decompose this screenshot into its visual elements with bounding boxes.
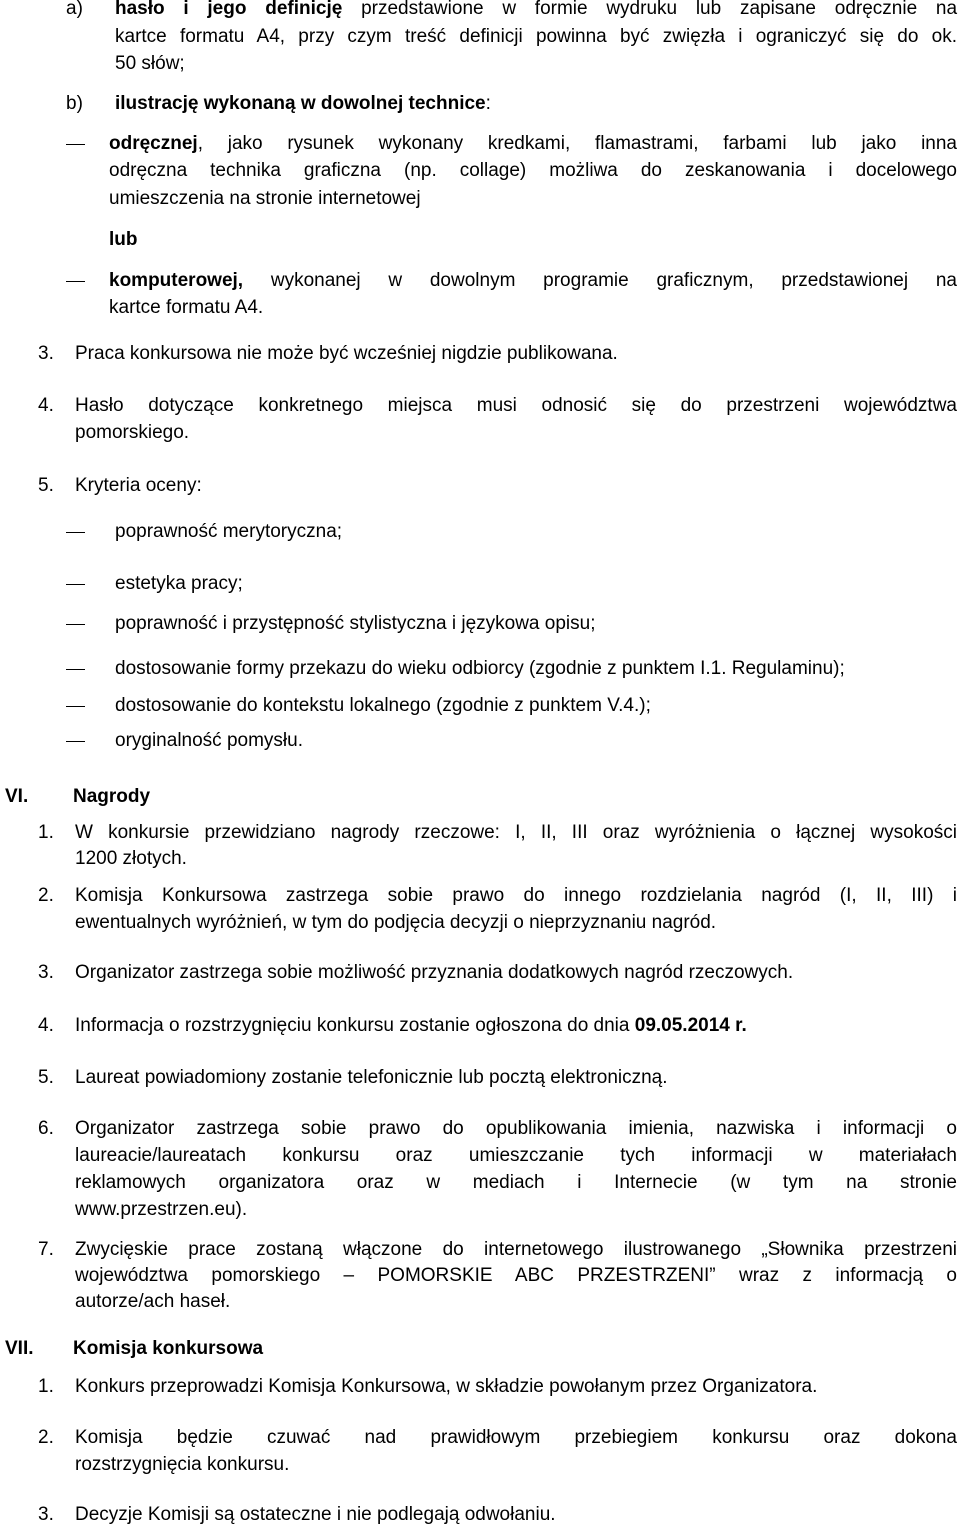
prize-item-5-text: Laureat powiadomiony zostanie telefonicznie lub pocztą elektroniczną. [75,1067,668,1088]
list-marker-b: b) [66,93,83,114]
sub-item-odrecznej-line-2: odręczna technika graficzna (np. collage) możliwa do zeskanowania i docelowego [109,160,957,181]
rule-4-line-2: pomorskiego. [75,422,190,443]
prize-item-6-line-2: laureacie/laureatach konkursu oraz umieszczanie tych informacji w materiałach [75,1145,957,1166]
item-number: 4. [38,1015,54,1036]
criterion-item: dostosowanie do kontekstu lokalnego (zgodnie z punktem V.4.); [115,695,651,716]
prize-item-6-line-3: reklamowych organizatora oraz w mediach i Internecie (w tym na stronie [75,1172,957,1193]
dash-bullet [66,584,85,585]
dash-bullet [66,281,85,282]
lub-connector: lub [109,229,138,250]
list-marker-a: a) [66,0,83,19]
dash-bullet [66,741,85,742]
prize-item-7-line-3: autorze/ach haseł. [75,1291,231,1312]
item-number: 1. [38,822,54,843]
sub-item-komputerowej-bold: komputerowej, [109,270,244,291]
announcement-date: 09.05.2014 r. [634,1015,747,1036]
section-numeral: VI. [5,786,29,807]
prize-item-7-line-2: województwa pomorskiego – POMORSKIE ABC PRZESTRZENI” wraz z informacją o [75,1265,957,1286]
item-a-line-2: kartce formatu A4, przy czym treść definicji powinna być zwięzła i ograniczyć się do ok. [115,26,957,47]
prize-item-3-text: Organizator zastrzega sobie możliwość przyznania dodatkowych nagród rzeczowych. [75,962,794,983]
item-a-bold-term: hasło i jego definicję [115,0,343,19]
item-number: 1. [38,1376,54,1397]
prize-item-4-text-main: Informacja o rozstrzygnięciu konkursu zostanie ogłoszona do dnia [75,1015,630,1036]
section-title: Nagrody [73,786,151,807]
item-number: 2. [38,885,54,906]
prize-item-1-line-2: 1200 złotych. [75,848,187,869]
rule-4-line-1: Hasło dotyczące konkretnego miejsca musi odnosić się do przestrzeni województwa [75,395,957,416]
dash-bullet [66,706,85,707]
rule-3-text: Praca konkursowa nie może być wcześniej nigdzie publikowana. [75,343,618,364]
criterion-item: poprawność i przystępność stylistyczna i językowa opisu; [115,613,596,634]
item-number: 5. [38,475,54,496]
prize-item-6-line-1: Organizator zastrzega sobie prawo do opublikowania imienia, nazwiska i informacji o [75,1118,957,1139]
dash-bullet [66,144,85,145]
item-number: 7. [38,1239,54,1260]
sub-item-komputerowej-line-2: kartce formatu A4. [109,297,264,318]
section-title: Komisja konkursowa [73,1338,264,1359]
item-number: 4. [38,395,54,416]
criterion-item: dostosowanie formy przekazu do wieku odbiorcy (zgodnie z punktem I.1. Regulaminu); [115,658,845,679]
section-numeral: VII. [5,1338,34,1359]
dash-bullet [66,624,85,625]
commission-item-2-line-1: Komisja będzie czuwać nad prawidłowym przebiegiem konkursu oraz dokona [75,1427,957,1448]
criterion-item: poprawność merytoryczna; [115,521,343,542]
item-b-line [115,93,491,115]
item-number: 2. [38,1427,54,1448]
sub-item-komputerowej-line-1 [109,270,957,292]
criterion-item: estetyka pracy; [115,573,243,594]
prize-item-2-line-1: Komisja Konkursowa zastrzega sobie prawo do innego rozdzielania nagród (I, II, III) i [75,885,957,906]
item-number: 3. [38,1504,54,1525]
item-number: 6. [38,1118,54,1139]
item-number: 5. [38,1067,54,1088]
commission-item-3-text: Decyzje Komisji są ostateczne i nie podlegają odwołaniu. [75,1504,556,1525]
rule-5-text: Kryteria oceny: [75,475,202,496]
commission-item-1-text: Konkurs przeprowadzi Komisja Konkursowa, w składzie powołanym przez Organizatora. [75,1376,818,1397]
item-a-line-1-rest: przedstawione w formie wydruku lub zapisane odręcznie na [361,0,958,19]
prize-item-1-line-1: W konkursie przewidziano nagrody rzeczowe: I, II, III oraz wyróżnienia o łącznej wysokości [75,822,957,843]
item-b-tail: : [485,93,491,114]
sub-item-komputerowej-rest: wykonanej w dowolnym programie graficznym, przedstawionej na [270,270,957,291]
prize-item-4-text [75,1015,747,1037]
sub-item-odrecznej-rest: , jako rysunek wykonany kredkami, flamastrami, farbami lub jako inna [197,133,957,154]
commission-item-2-line-2: rozstrzygnięcia konkursu. [75,1454,290,1475]
prize-item-6-line-4: www.przestrzen.eu). [75,1199,248,1220]
sub-item-odrecznej-line-1 [109,133,957,155]
prize-item-2-line-2: ewentualnych wyróżnień, w tym do podjęcia decyzji o nieprzyznaniu nagród. [75,912,717,933]
dash-bullet [66,532,85,533]
item-a-line-3: 50 słów; [115,53,185,74]
item-number: 3. [38,962,54,983]
sub-item-odrecznej-bold: odręcznej [109,133,198,154]
dash-bullet [66,669,85,670]
prize-item-7-line-1: Zwycięskie prace zostaną włączone do internetowego ilustrowanego „Słownika przestrzeni [75,1239,957,1260]
item-number: 3. [38,343,54,364]
item-a-line-1 [115,0,957,20]
criterion-item: oryginalność pomysłu. [115,730,303,751]
sub-item-odrecznej-line-3: umieszczenia na stronie internetowej [109,188,421,209]
item-b-bold-term: ilustrację wykonaną w dowolnej technice [115,93,486,114]
